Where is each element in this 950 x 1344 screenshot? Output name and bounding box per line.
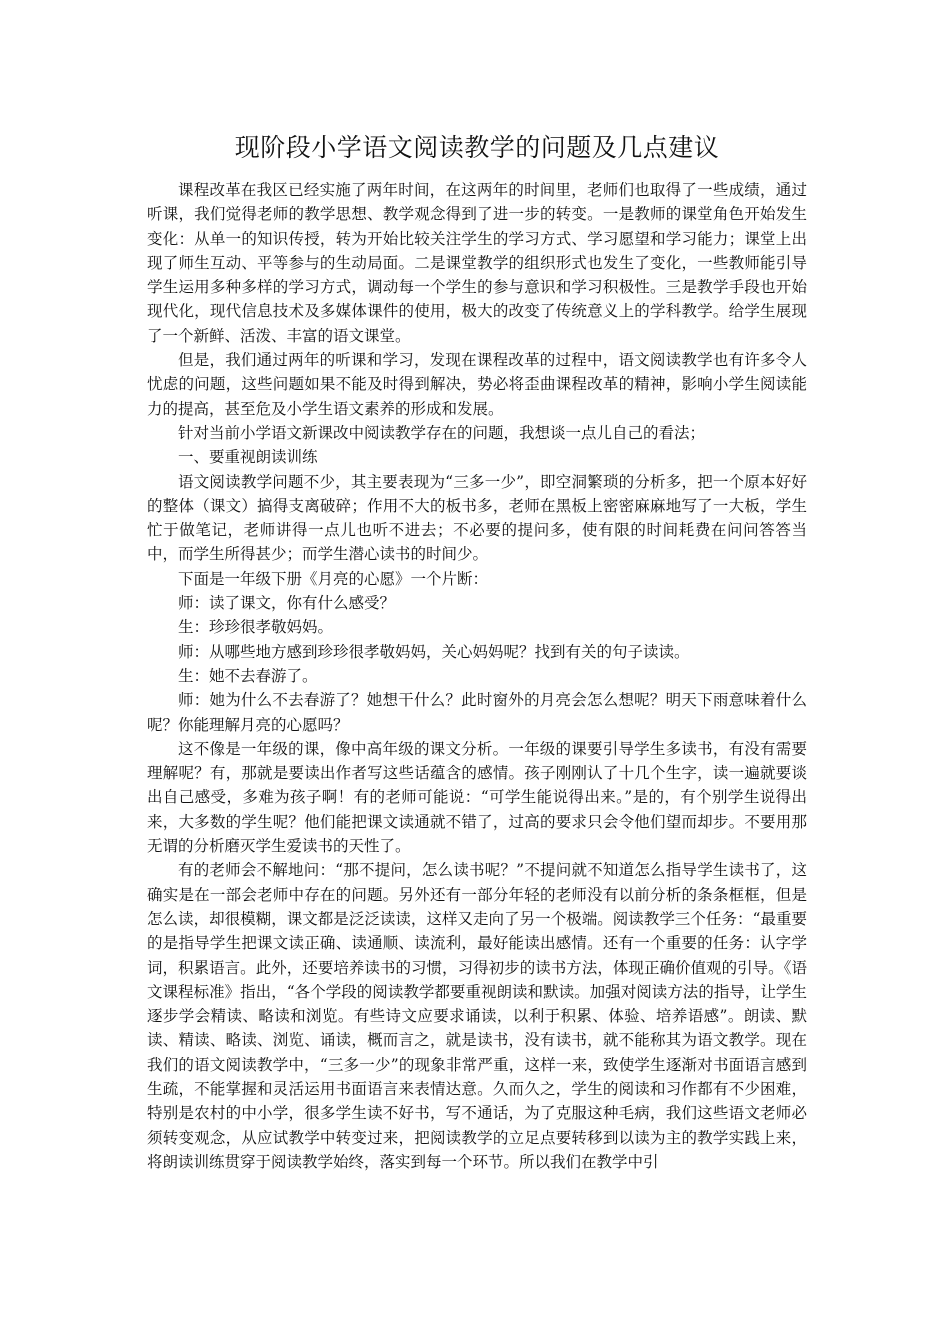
document-page [147,128,807,1174]
paragraph-reading-tasks: 有的老师会不解地问：“那不提问，怎么读书呢？”不提问就不知道怎么指导学生读书了，这确实是在一部会老师中存在的问题。另外还有一部分年轻的老师没有以前分析的条条框框，但是怎么读，却很模糊，课文都是泛泛读读，这样又走向了另一个极端。阅读教学三个任务：“最重要的是指导学生把课文读正确、读通顺、读流利，最好能读出感情。还有一个重要的任务：认字学词，积累语言。此外，还要培养读书的习惯，习得初步的读书方法，体现正确价值观的引导。《语文课程标准》指出，“各个学段的阅读教学都要重视朗读和默读。加强对阅读方法的指导，让学生逐步学会精读、略读和浏览。有些诗文应要求诵读，以利于积累、体验、培养语感”。朗读、默读、精读、略读、浏览、诵读，概而言之，就是读书，没有读书，就不能称其为语文教学。现在我们的语文阅读教学中，“三多一少”的现象非常严重，这样一来，致使学生逐渐对书面语言感到生疏，不能掌握和灵活运用书面语言来表情达意。久而久之，学生的阅读和习作都有不少困难，特别是农村的中小学，很多学生读不好书，写不通话，为了克服这种毛病，我们这些语文老师必须转变观念，从应试教学中转变过来，把阅读教学的立足点要转移到以读为主的教学实践上来，将朗读训练贯穿于阅读教学始终，落实到每一个环节。所以我们在教学中引 [147,861,807,1171]
dialogue-line-teacher-3: 师：她为什么不去春游了？她想干什么？此时窗外的月亮会怎么想呢？明天下雨意味着什么呢？你能理解月亮的心愿吗？ [147,691,807,734]
dialogue-line-student-1: 生：珍珍很孝敬妈妈。 [178,618,334,637]
document-title: 现阶段小学语文阅读教学的问题及几点建议 [234,133,720,162]
document-body [147,178,807,1174]
paragraph-view: 针对当前小学语文新课改中阅读教学存在的问题，我想谈一点儿自己的看法； [178,423,706,442]
dialogue-line-teacher-1: 师：读了课文，你有什么感受？ [178,594,396,613]
paragraph-concerns: 但是，我们通过两年的听课和学习，发现在课程改革的过程中，语文阅读教学也有许多令人忧虑的问题，这些问题如果不能及时得到解决，势必将歪曲课程改革的精神，影响小学生阅读能力的提高，甚至危及小学生语文素养的形成和发展。 [147,351,807,418]
paragraph-lesson-excerpt-intro: 下面是一年级下册《月亮的心愿》一个片断： [178,569,489,588]
paragraph-intro: 课程改革在我区已经实施了两年时间，在这两年的时间里，老师们也取得了一些成绩，通过听课，我们觉得老师的教学思想、教学观念得到了进一步的转变。一是教师的课堂角色开始发生变化：从单一的知识传授，转为开始比较关注学生的学习方式、学习愿望和学习能力；课堂上出现了师生互动、平等参与的生动局面。二是课堂教学的组织形式也发生了变化，一些教师能引导学生运用多种多样的学习方式，调动每一个学生的参与意识和学习积极性。三是教学手段也开始现代化，现代信息技术及多媒体课件的使用，极大的改变了传统意义上的学科教学。给学生展现了一个新鲜、活泼、丰富的语文课堂。 [147,181,807,345]
dialogue-line-teacher-2: 师：从哪些地方感到珍珍很孝敬妈妈，关心妈妈呢？找到有关的句子读读。 [178,642,690,661]
section-heading-reading-aloud: 一、要重视朗读训练 [178,448,318,467]
paragraph-analysis: 这不像是一年级的课，像中高年级的课文分析。一年级的课要引导学生多读书，有没有需要理解呢？有，那就是要读出作者写这些话蕴含的感情。孩子刚刚认了十几个生字，读一遍就要谈出自己感受，多难为孩子啊！有的老师可能说：“可学生能说得出来。”是的，有个别学生说得出来，大多数的学生呢？他们能把课文读通就不错了，过高的要求只会令他们望而却步。不要用那无谓的分析磨灭学生爱读书的天性了。 [147,739,807,856]
dialogue-line-student-2: 生：她不去春游了。 [178,666,318,685]
paragraph-three-more-one-less: 语文阅读教学问题不少，其主要表现为“三多一少”，即空洞繁琐的分析多，把一个原本好好的整体（课文）搞得支离破碎；作用不大的板书多，老师在黑板上密密麻麻地写了一大板，学生忙于做笔记，老师讲得一点儿也听不进去；不必要的提问多，使有限的时间耗费在问问答答当中，而学生所得甚少；而学生潜心读书的时间少。 [147,472,807,564]
